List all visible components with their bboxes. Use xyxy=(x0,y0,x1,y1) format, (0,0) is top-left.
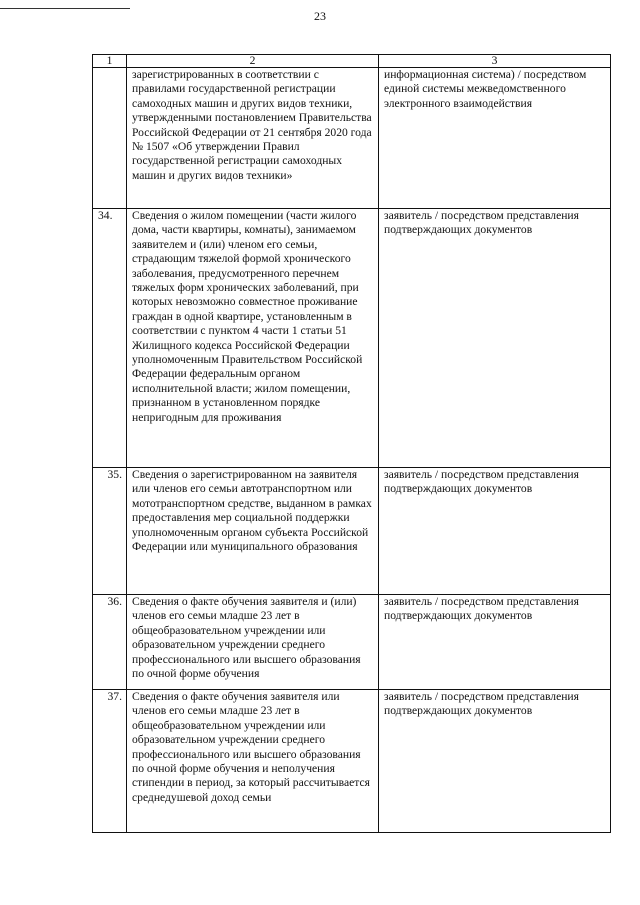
table-header-row xyxy=(93,55,611,68)
row-description: зарегистрированных в соответствии с правилами государственной регистрации самоходных машин и других видов техники, утвержденными постановлением Правительства Российской Федерации от 21 сентября 2020 года № 1507 «Об утверждении Правил государственной регистрации самоходных машин и других видов техники» xyxy=(127,68,379,209)
row-description: Сведения о факте обучения заявителя и (или) членов его семьи младше 23 лет в общеобразовательном учреждении или образовательном учреждении среднего профессионального или высшего образования по очной форме обучения xyxy=(127,595,379,690)
row-description: Сведения о факте обучения заявителя или членов его семьи младше 23 лет в общеобразовательном учреждении или образовательном учреждении среднего профессионального или высшего образования по очной форме обучения и неполучения стипендии в период, за который рассчитывается среднедушевой доход семьи xyxy=(127,690,379,833)
table-row-continuation xyxy=(93,68,611,209)
row-number: 35. xyxy=(93,468,127,595)
table-row-35 xyxy=(93,468,611,595)
column-header-1: 1 xyxy=(93,55,127,68)
row-number: 37. xyxy=(93,690,127,833)
table-row-36 xyxy=(93,595,611,690)
row-source: заявитель / посредством представления подтверждающих документов xyxy=(379,468,611,595)
table-row-37 xyxy=(93,690,611,833)
row-number: 36. xyxy=(93,595,127,690)
row-source: информационная система) / посредством единой системы межведомственного электронного взаимодействия xyxy=(379,68,611,209)
row-number xyxy=(93,68,127,209)
document-table xyxy=(92,54,611,833)
column-header-3: 3 xyxy=(379,55,611,68)
row-source: заявитель / посредством представления подтверждающих документов xyxy=(379,595,611,690)
row-description: Сведения о зарегистрированном на заявителя или членов его семьи автотранспортном или мототранспортном средстве, выданном в рамках предоставления мер социальной поддержки уполномоченным органом субъекта Российской Федерации или муниципального образования xyxy=(127,468,379,595)
column-header-2: 2 xyxy=(127,55,379,68)
row-description: Сведения о жилом помещении (части жилого дома, части квартиры, комнаты), занимаемом заявителем и (или) членом его семьи, страдающим тяжелой формой хронического заболевания, предусмотренного перечнем тяжелых форм хронических заболеваний, при которых невозможно совместное проживание граждан в одной квартире, установленным в соответствии с пунктом 4 части 1 статьи 51 Жилищного кодекса Российской Федерации уполномоченным Правительством Российской Федерации федеральным органом исполнительной власти; жилом помещении, признанном в установленном порядке непригодным для проживания xyxy=(127,209,379,468)
page-number: 23 xyxy=(314,9,326,23)
row-source: заявитель / посредством представления подтверждающих документов xyxy=(379,690,611,833)
row-number: 34. xyxy=(93,209,127,468)
table-row-34 xyxy=(93,209,611,468)
row-source: заявитель / посредством представления подтверждающих документов xyxy=(379,209,611,468)
